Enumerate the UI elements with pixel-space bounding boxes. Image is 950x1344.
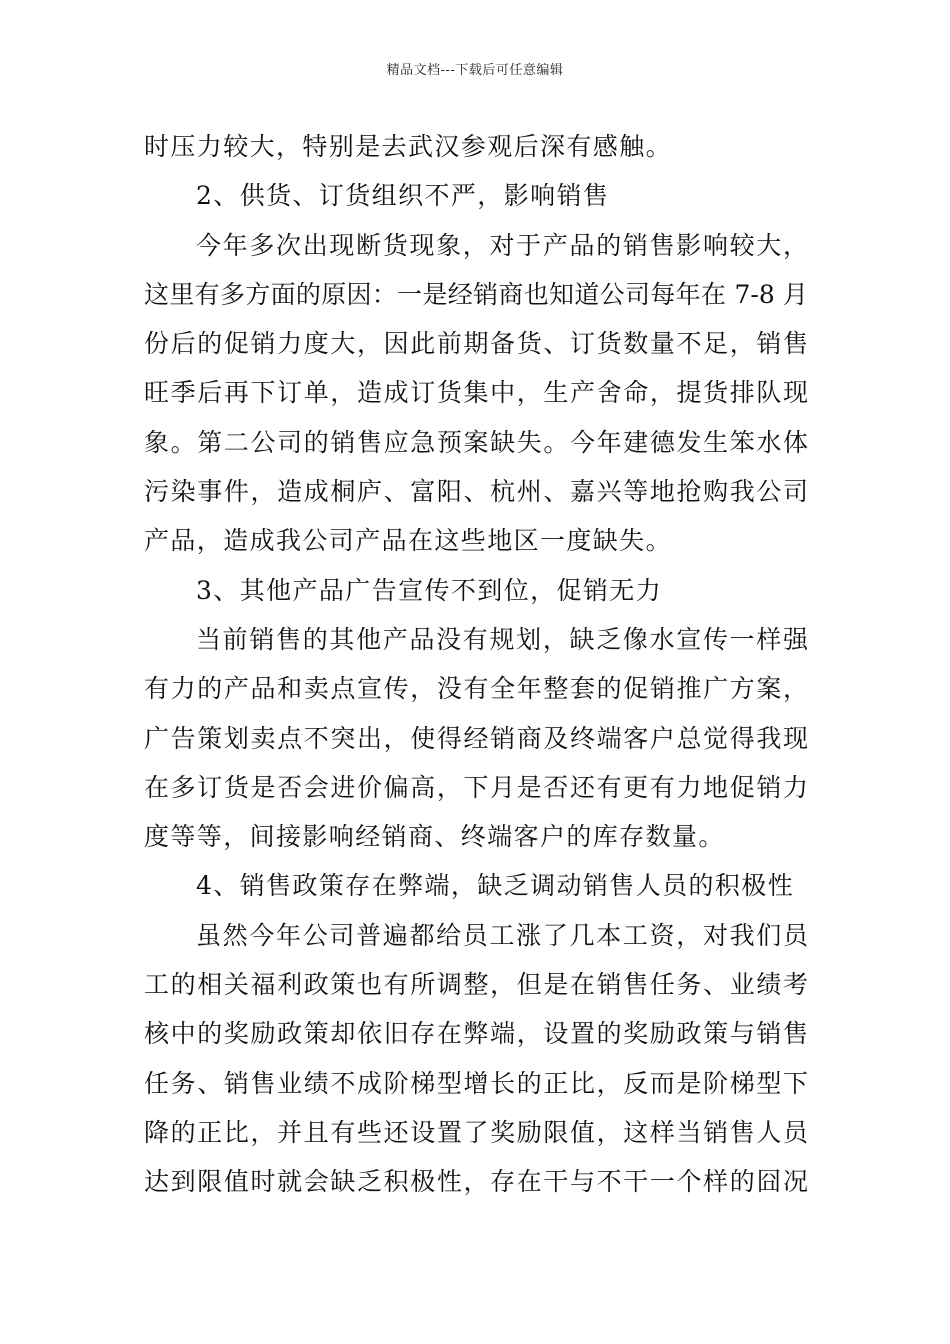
paragraph-line: 这里有多方面的原因：一是经销商也知道公司每年在 7-8 月: [144, 279, 808, 309]
page-header: 精品文档---下载后可任意编辑: [386, 63, 564, 78]
paragraph-line: 当前销售的其他产品没有规划，缺乏像水宣传一样强: [196, 624, 808, 654]
section-heading: 2、供货、订货组织不严，影响销售: [196, 181, 610, 211]
paragraph-line: 在多订货是否会进价偏高，下月是否还有更有力地促销力: [144, 772, 808, 802]
paragraph-line: 核中的奖励政策却依旧存在弊端，设置的奖励政策与销售: [144, 1019, 808, 1049]
paragraph-line: 污染事件，造成桐庐、富阳、杭州、嘉兴等地抢购我公司: [144, 477, 808, 507]
section-heading: 4、销售政策存在弊端，缺乏调动销售人员的积极性: [196, 871, 795, 901]
paragraph-line: 份后的促销力度大，因此前期备货、订货数量不足，销售: [144, 329, 808, 359]
document-body: [144, 122, 808, 1207]
paragraph-line: 广告策划卖点不突出，使得经销商及终端客户总觉得我现: [144, 723, 808, 753]
paragraph-line: 产品，造成我公司产品在这些地区一度缺失。: [144, 526, 673, 556]
paragraph-line: 虽然今年公司普遍都给员工涨了几本工资，对我们员: [196, 920, 808, 950]
paragraph-line: 今年多次出现断货现象，对于产品的销售影响较大，: [196, 230, 808, 260]
paragraph-line: 工的相关福利政策也有所调整，但是在销售任务、业绩考: [144, 970, 808, 1000]
paragraph-line: 达到限值时就会缺乏积极性，存在干与不干一个样的囧况: [144, 1167, 808, 1197]
section-heading: 3、其他产品广告宣传不到位，促销无力: [196, 575, 663, 605]
paragraph-line: 降的正比，并且有些还设置了奖励限值，这样当销售人员: [144, 1117, 808, 1147]
paragraph-line: 任务、销售业绩不成阶梯型增长的正比，反而是阶梯型下: [144, 1068, 808, 1098]
paragraph-line: 时压力较大，特别是去武汉参观后深有感触。: [144, 132, 673, 161]
paragraph-line: 有力的产品和卖点宣传，没有全年整套的促销推广方案，: [144, 674, 808, 704]
paragraph-line: 度等等，间接影响经销商、终端客户的库存数量。: [144, 822, 725, 852]
paragraph-line: 象。第二公司的销售应急预案缺失。今年建德发生笨水体: [144, 427, 808, 457]
paragraph-line: 旺季后再下订单，造成订货集中，生产舍命，提货排队现: [144, 378, 808, 408]
